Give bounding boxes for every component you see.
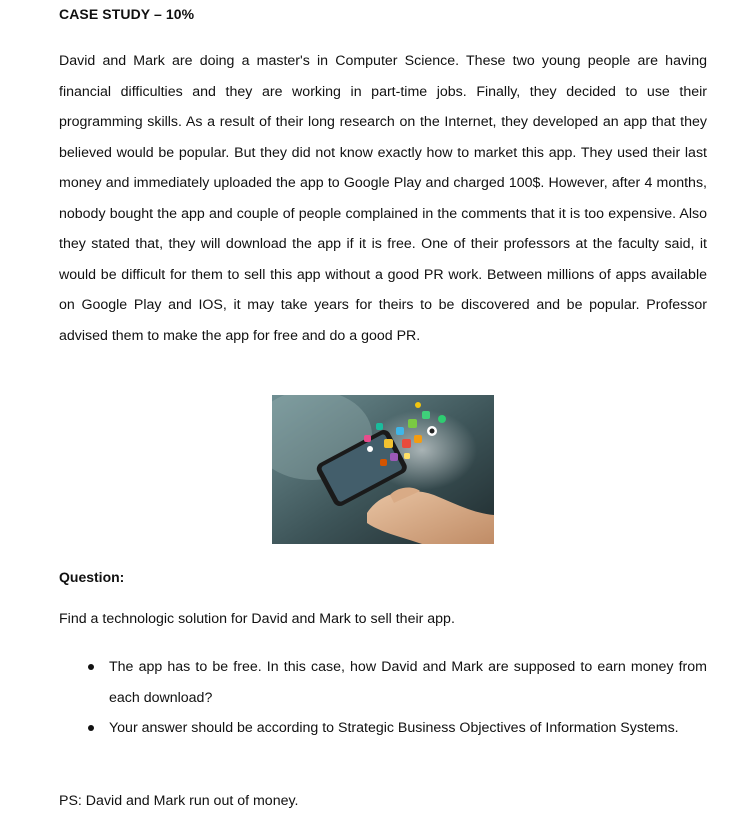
bullet-list	[59, 652, 707, 744]
smartphone-apps-image	[272, 395, 494, 544]
bullet-icon	[88, 725, 94, 731]
case-study-paragraph: David and Mark are doing a master's in Computer Science. These two young people are having financial difficulties and they are working in part-time jobs. Finally, they decided to use their programming skills. As a result of their long research on the Internet, they developed an app that they believed would be popular. But they did not know exactly how to market this app. They used their last money and immediately uploaded the app to Google Play and charged 100$. However, after 4 months, nobody bought the app and couple of people complained in the comments that it is too expensive. Also they stated that, they will download the app if it is free. One of their professors at the faculty said, it would be difficult for them to sell this app without a good PR work. Between millions of apps available on Google Play and IOS, it may take years for theirs to be discovered and be popular. Professor advised them to make the app for free and do a good PR.	[59, 53, 707, 344]
case-study-heading: CASE STUDY – 10%	[59, 6, 195, 22]
bullet-item	[59, 652, 707, 713]
question-label: Question:	[59, 569, 125, 585]
task-statement: Find a technologic solution for David and Mark to sell their app.	[59, 611, 455, 627]
bullet-text: The app has to be free. In this case, how David and Mark are supposed to earn money from each download?	[109, 659, 707, 706]
ps-note: PS: David and Mark run out of money.	[59, 793, 299, 809]
bullet-text: Your answer should be according to Strategic Business Objectives of Information Systems.	[109, 720, 679, 736]
bullet-item	[59, 713, 707, 744]
bullet-icon	[88, 664, 94, 670]
